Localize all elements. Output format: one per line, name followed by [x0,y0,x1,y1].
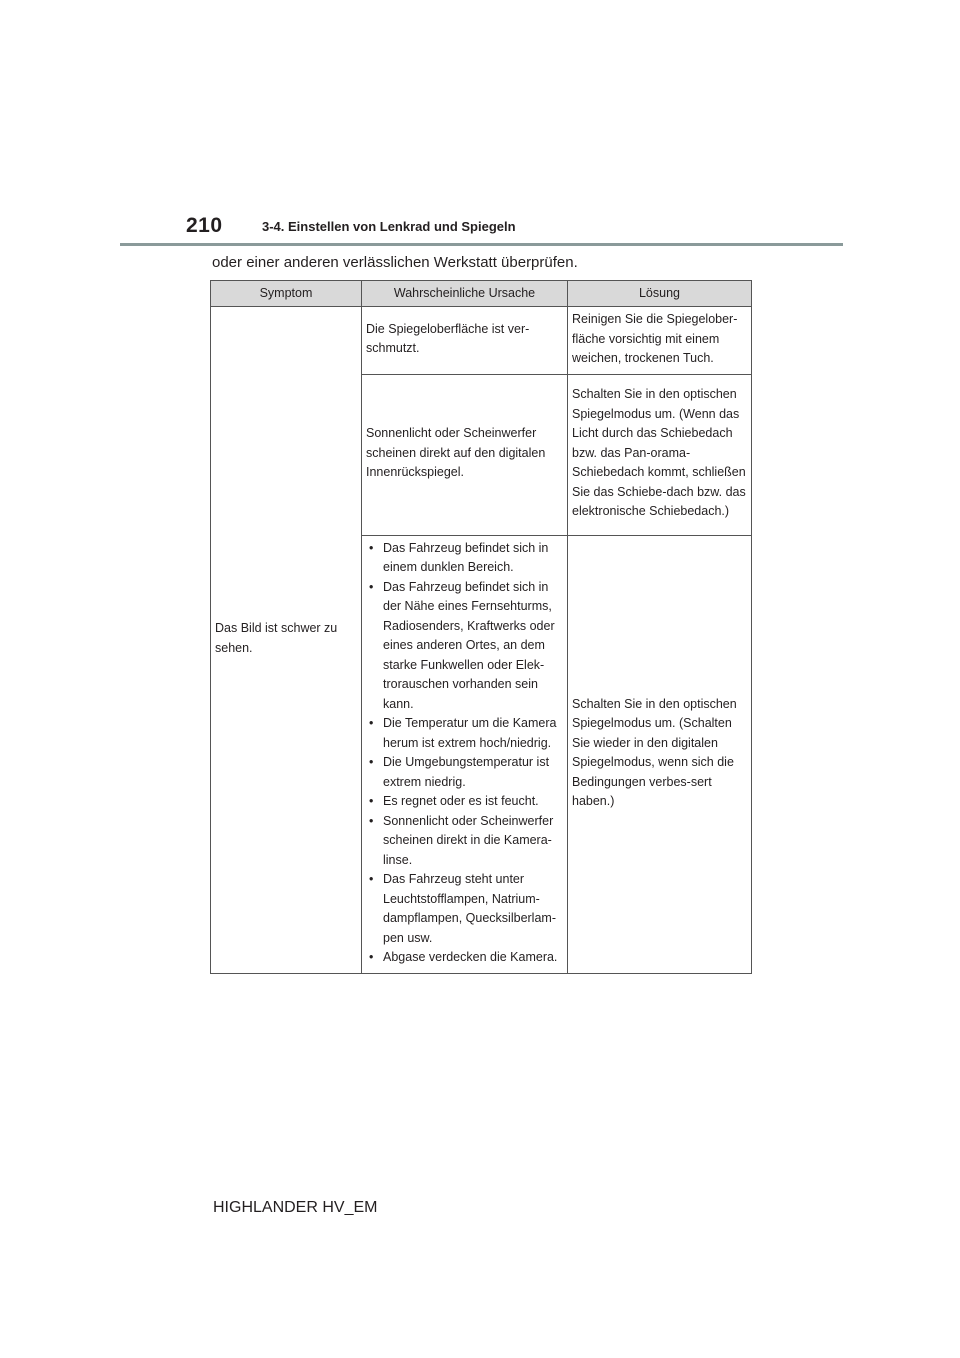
list-item: • Die Umgebungstemperatur ist extrem niedrig. [366,753,563,792]
page-number: 210 [186,214,223,237]
column-header-solution: Lösung [568,281,752,307]
header-divider [120,243,843,246]
section-title: 3-4. Einstellen von Lenkrad und Spiegeln [262,219,516,234]
table-header-row [211,281,752,307]
footer-model-code: HIGHLANDER HV_EM [213,1199,378,1216]
table-row [211,307,752,375]
list-item: • Die Temperatur um die Kamera herum ist extrem hoch/niedrig. [366,714,563,753]
troubleshooting-table [210,280,752,974]
column-header-cause: Wahrscheinliche Ursache [362,281,568,307]
solution-cell: Reinigen Sie die Spiegelober-fläche vorsichtig mit einem weichen, trockenen Tuch. [568,307,752,375]
solution-cell: Schalten Sie in den optischen Spiegelmodus um. (Schalten Sie wieder in den digitalen Spiegelmodus, wenn sich die Bedingungen verbes-sert haben.) [568,535,752,973]
cause-cell [362,535,568,973]
list-item: • Es regnet oder es ist feucht. [366,792,563,812]
list-item: • Das Fahrzeug befindet sich in der Nähe eines Fernsehturms, Radiosenders, Kraftwerks oder eines anderen Ortes, an dem starke Funkwellen oder Elek-trorauschen vorhanden sein kann. [366,578,563,715]
list-item: • Sonnenlicht oder Scheinwerfer scheinen direkt in die Kamera-linse. [366,812,563,871]
symptom-cell: Das Bild ist schwer zu sehen. [211,307,362,974]
cause-cell: Die Spiegeloberfläche ist ver-schmutzt. [362,307,568,375]
list-item: • Das Fahrzeug befindet sich in einem dunklen Bereich. [366,539,563,578]
list-item: • Abgase verdecken die Kamera. [366,948,563,968]
column-header-symptom: Symptom [211,281,362,307]
intro-text: oder einer anderen verlässlichen Werkstatt überprüfen. [212,254,578,271]
solution-cell: Schalten Sie in den optischen Spiegelmodus um. (Wenn das Licht durch das Schiebedach bzw. das Pan-orama-Schiebedach kommt, schließen Sie das Schiebe-dach bzw. das elektronische Schiebedach.) [568,374,752,535]
cause-cell: Sonnenlicht oder Scheinwerfer scheinen direkt auf den digitalen Innenrückspiegel. [362,374,568,535]
cause-list [366,539,563,968]
list-item: • Das Fahrzeug steht unter Leuchtstofflampen, Natrium-dampflampen, Quecksilberlam-pen usw. [366,870,563,948]
